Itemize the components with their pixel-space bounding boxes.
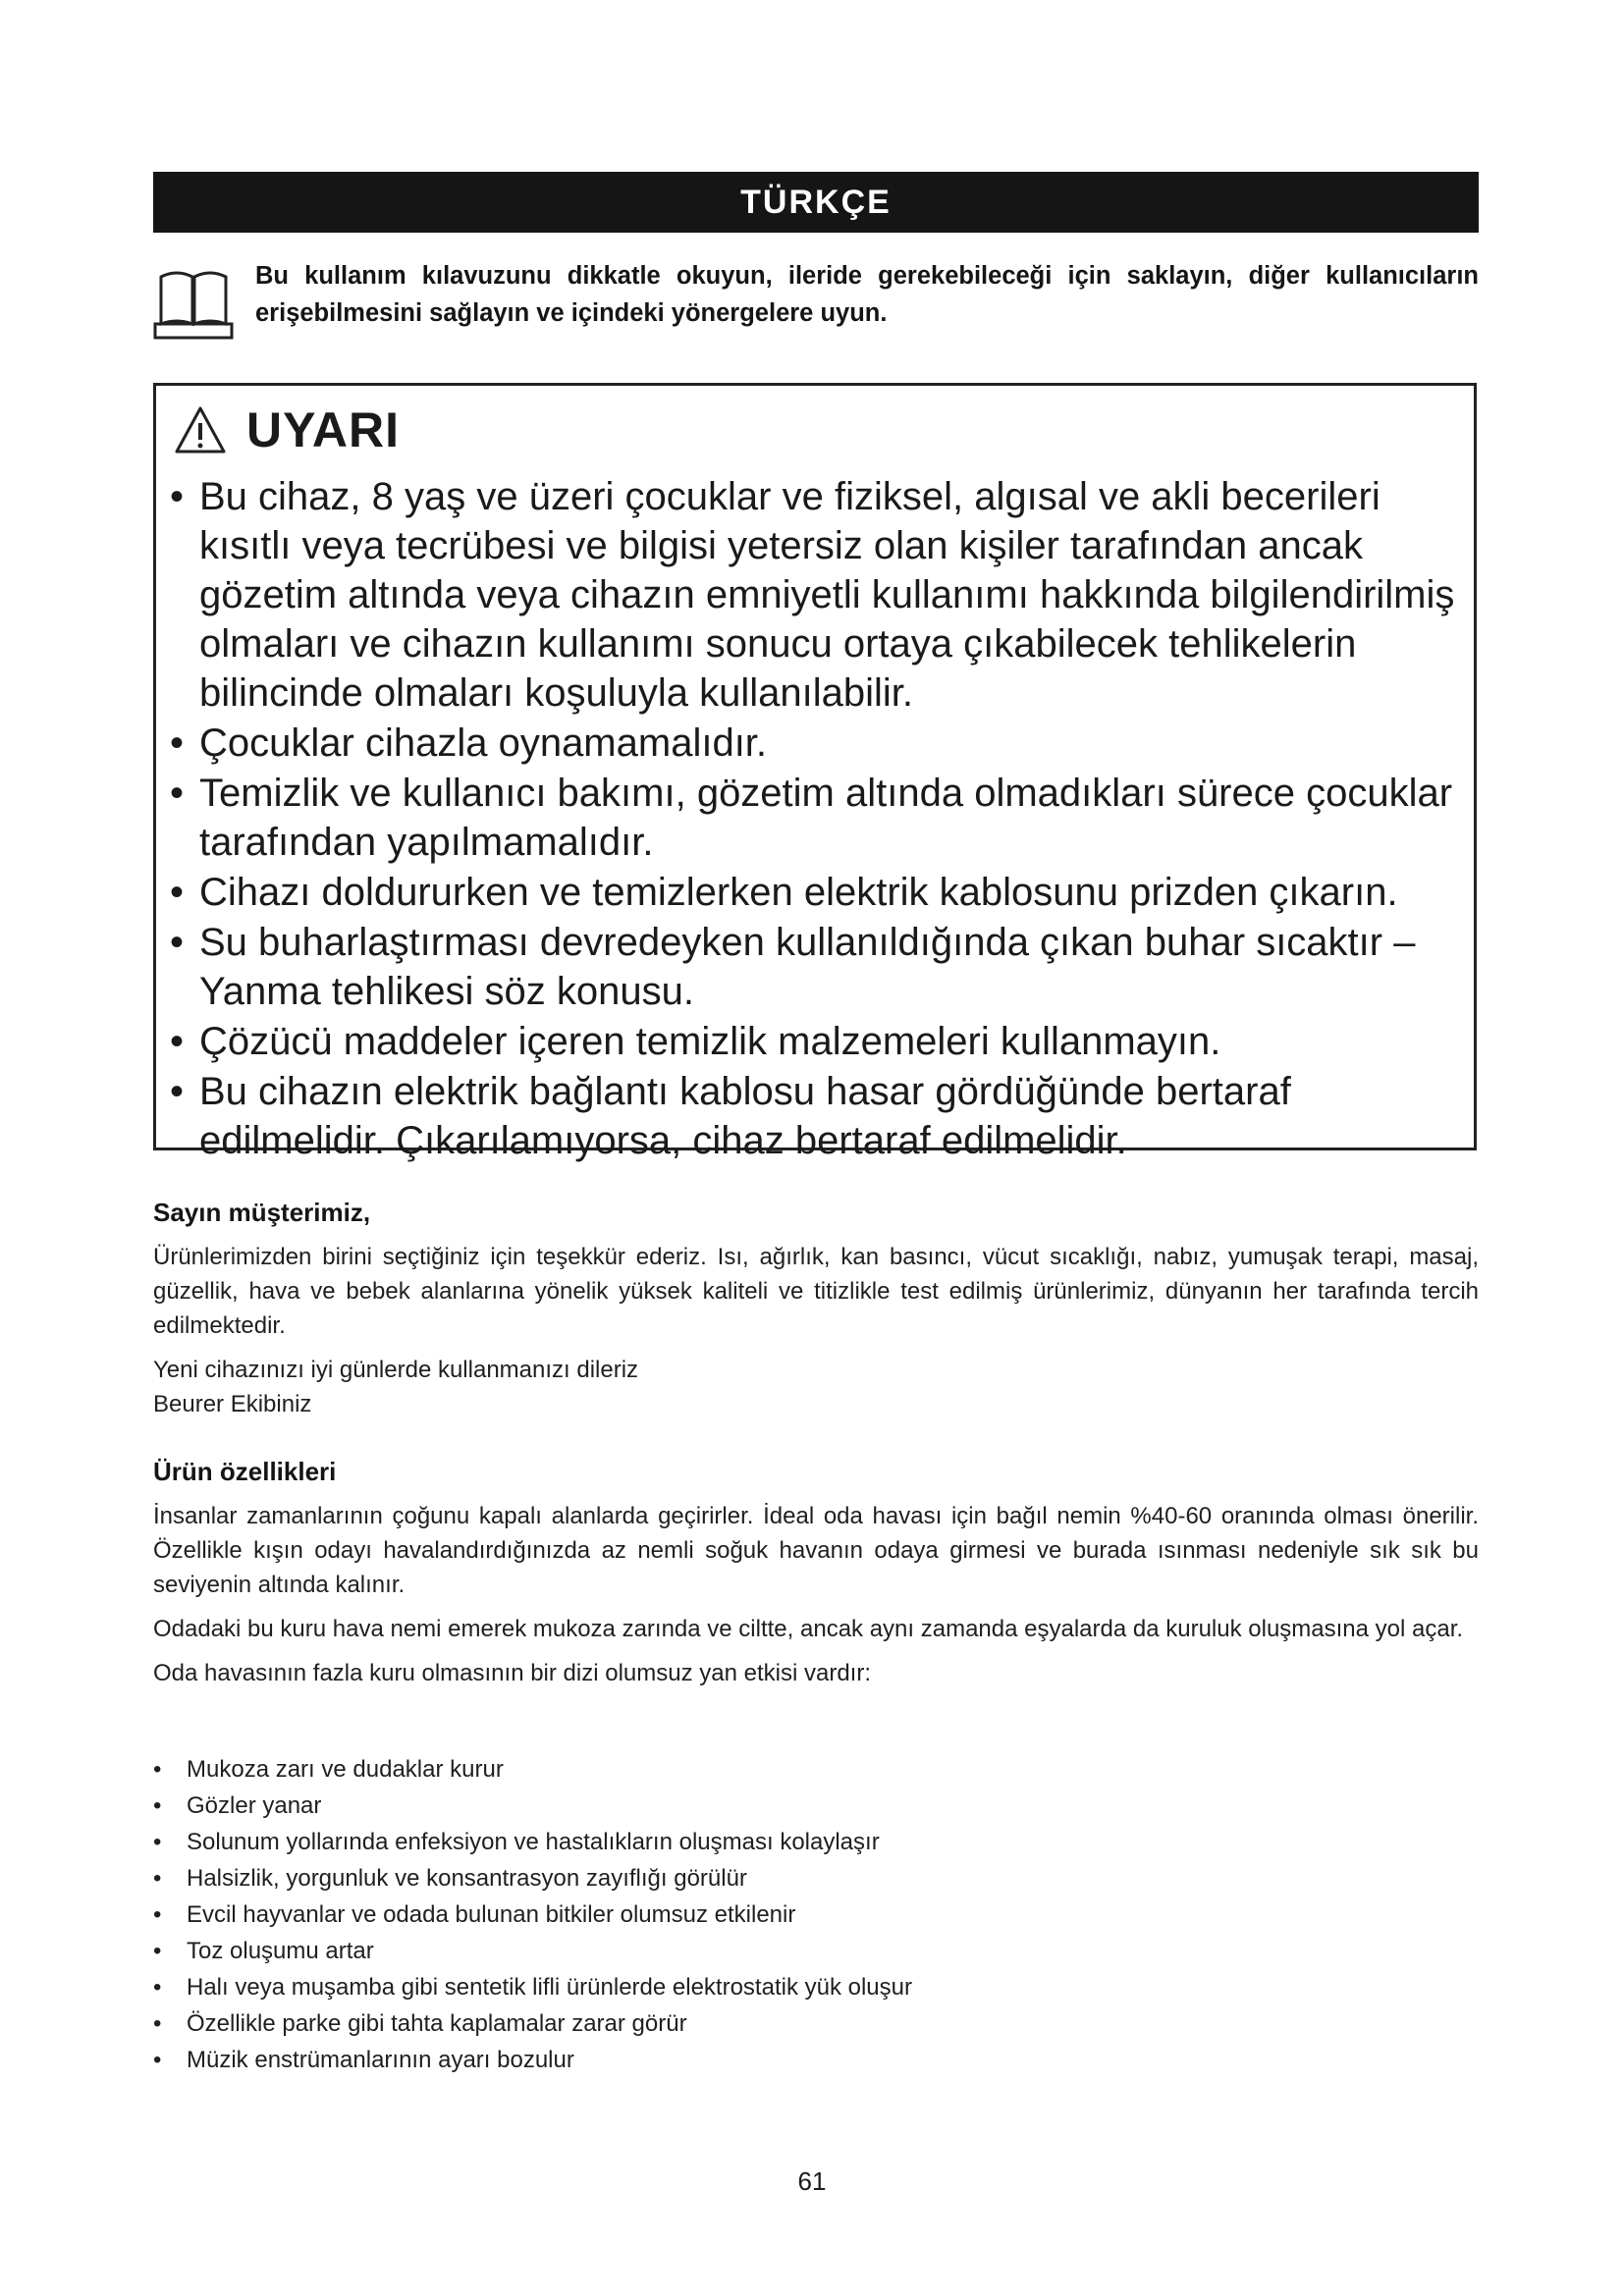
warning-item: • Bu cihaz, 8 yaş ve üzeri çocuklar ve fiziksel, algısal ve akli becerileri kısıtlı veya tecrübesi ve bilgisi yetersiz olan kişiler tarafından ancak gözetim altında veya cihazın emniyetli kullanımı hakkında bilgilendirilmiş olmaları ve cihazın kullanımı sonucu ortaya çıkabilecek tehlikelerin bilincinde olmaları koşuluyla kullanılabilir. bbox=[170, 472, 1456, 718]
warning-item: • Cihazı doldururken ve temizlerken elektrik kablosunu prizden çıkarın. bbox=[170, 868, 1456, 917]
list-item: • Evcil hayvanlar ve odada bulunan bitkiler olumsuz etkilenir bbox=[153, 1896, 1479, 1933]
list-item: • Toz oluşumu artar bbox=[153, 1933, 1479, 1969]
list-item: • Halı veya muşamba gibi sentetik lifli ürünlerde elektrostatik yük oluşur bbox=[153, 1969, 1479, 2005]
warning-item: • Bu cihazın elektrik bağlantı kablosu hasar gördüğünde bertaraf edilmelidir. Çıkarılamıyorsa, cihaz bertaraf edilmelidir. bbox=[170, 1067, 1456, 1165]
warning-list bbox=[170, 472, 1456, 1166]
list-item: • Solunum yollarında enfeksiyon ve hastalıkların oluşması kolaylaşır bbox=[153, 1824, 1479, 1860]
list-item: • Müzik enstrümanlarının ayarı bozulur bbox=[153, 2042, 1479, 2078]
warning-box bbox=[153, 383, 1477, 1162]
effects-list bbox=[153, 1751, 1479, 2078]
features-paragraph: Odadaki bu kuru hava nemi emerek mukoza zarında ve ciltte, ancak aynı zamanda eşyalarda da kuruluk oluşmasına yol açar. bbox=[153, 1616, 1464, 1642]
list-item: • Özellikle parke gibi tahta kaplamalar zarar görür bbox=[153, 2005, 1479, 2042]
warning-item: • Su buharlaştırması devredeyken kullanıldığında çıkan buhar sıcaktır – Yanma tehlikesi söz konusu. bbox=[170, 918, 1456, 1016]
list-item: • Gözler yanar bbox=[153, 1788, 1479, 1824]
warning-item: • Temizlik ve kullanıcı bakımı, gözetim altında olmadıkları sürece çocuklar tarafından yapılmamalıdır. bbox=[170, 769, 1456, 867]
customer-section bbox=[153, 1198, 1479, 1421]
signature-line: Beurer Ekibiniz bbox=[153, 1391, 312, 1417]
customer-paragraph: Ürünlerimizden birini seçtiğiniz için teşekkür ederiz. Isı, ağırlık, kan basıncı, vücut sıcaklığı, nabız, yumuşak terapi, masaj, güzellik, hava ve bebek alanlarına yönelik yüksek kaliteli ve titizlikle test edilmiş ürünlerimiz, dünyanın her tarafında tercih edilmektedir. bbox=[153, 1244, 1479, 1339]
features-paragraph: Oda havasının fazla kuru olmasının bir dizi olumsuz yan etkisi vardır: bbox=[153, 1660, 871, 1686]
warning-header bbox=[174, 401, 400, 458]
features-section bbox=[153, 1457, 1479, 1700]
list-item: • Halsizlik, yorgunluk ve konsantrasyon zayıflığı görülür bbox=[153, 1860, 1479, 1896]
page-number: 61 bbox=[797, 2166, 827, 2196]
intro-notice bbox=[153, 257, 1479, 342]
features-heading: Ürün özellikleri bbox=[153, 1457, 337, 1486]
warning-item: • Çözücü maddeler içeren temizlik malzemeleri kullanmayın. bbox=[170, 1017, 1456, 1066]
intro-text: Bu kullanım kılavuzunu dikkatle okuyun, ileride gerekebileceği için saklayın, diğer kullanıcıların erişebilmesini sağlayın ve içindeki yönergelere uyun. bbox=[255, 262, 1479, 327]
language-title: TÜRKÇE bbox=[740, 183, 892, 221]
customer-heading: Sayın müşterimiz, bbox=[153, 1198, 371, 1227]
closing-line: Yeni cihazınızı iyi günlerde kullanmanızı dileriz bbox=[153, 1357, 639, 1383]
features-paragraph: İnsanlar zamanlarının çoğunu kapalı alanlarda geçirirler. İdeal oda havası için bağıl nemin %40-60 oranında olması önerilir. Özellikle kışın odayı havalandırdığınızda az nemli soğuk havanın odaya girmesi ve burada ısınması nedeniyle sık sık bu seviyenin altında kalınır. bbox=[153, 1503, 1479, 1598]
list-item: • Mukoza zarı ve dudaklar kurur bbox=[153, 1751, 1479, 1788]
warning-title: UYARI bbox=[246, 402, 400, 457]
book-icon bbox=[153, 263, 234, 342]
warning-triangle-icon bbox=[174, 405, 227, 454]
warning-item: • Çocuklar cihazla oynamamalıdır. bbox=[170, 719, 1456, 768]
language-banner bbox=[153, 172, 1479, 233]
